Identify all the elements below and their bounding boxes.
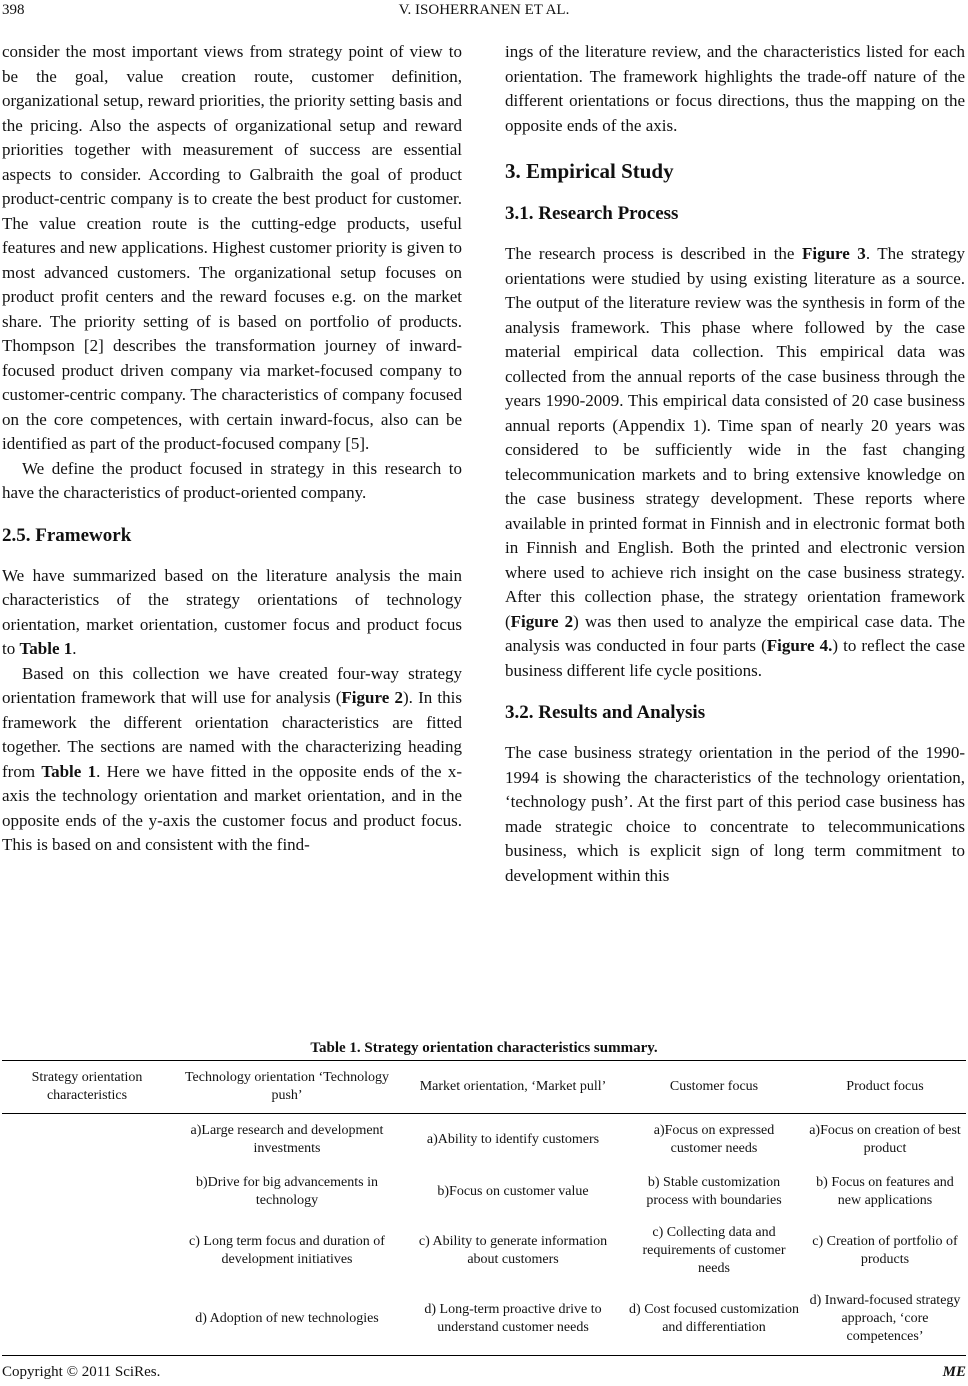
page-number: 398 xyxy=(2,2,25,18)
table-cell: d) Adoption of new technologies xyxy=(195,1311,379,1327)
section-heading-framework: 2.5. Framework xyxy=(2,524,132,546)
left-paragraph-2: We define the product focused in strategy in this research to have the characteristics of product-oriented company. xyxy=(2,458,462,502)
subsection-heading-results: 3.2. Results and Analysis xyxy=(505,702,706,723)
table-cell: a)Focus on creation of best product xyxy=(809,1122,961,1156)
table-header-cell: Customer focus xyxy=(669,1079,759,1094)
table-row xyxy=(2,1114,966,1166)
right-paragraph-1: ings of the literature review, and the characteristics listed for each orientation. The framework highlights the trade-off nature of the different orientations or focus directions, thus the mapping on the opposite ends of the axis. xyxy=(505,42,965,135)
table-header-cell: Strategy orientation characteristics xyxy=(31,1070,143,1103)
left-paragraph-1: consider the most important views from strategy point of view to be the goal, value creation route, customer definition, organizational setup, reward priorities, the priority setting basis and the pricing. Also the aspects of organizational setup and reward priorities together with measurement of success are essential aspects to consider. According to Galbraith the goal of product product-centric company is to create the best product for customer. The value creation route is the cutting-edge products, useful features and new applications. Highest customer priority is given to most advanced customers. The organizational setup focuses on product profit centers and the reward focuses e.g. on the market share. The priority setting of is based on portfolio of products. Thompson [2] describes the transformation journey of inward-focused product driven company via market-focused company to customer-centric company. The characteristics of company focused on the core competences, with certain inward-focus, also can be identified as part of the product-focused company [5]. xyxy=(2,42,462,453)
table-cell xyxy=(2,1166,172,1218)
table-cell: b)Drive for big advancements in technology xyxy=(196,1174,378,1208)
table-row xyxy=(2,1284,966,1356)
table-cell: a)Large research and development investments xyxy=(190,1122,384,1156)
right-column xyxy=(505,40,965,888)
table-header-cell: Technology orientation ‘Technology push’ xyxy=(184,1070,390,1103)
table-header-row xyxy=(2,1061,966,1114)
table-cell: a)Focus on expressed customer needs xyxy=(653,1122,775,1156)
table-cell: a)Ability to identify customers xyxy=(426,1131,600,1147)
table-caption: Table 1. Strategy orientation characteristics summary. xyxy=(310,1040,658,1056)
table-cell: b) Focus on features and new applications xyxy=(816,1174,954,1208)
table-cell: c) Collecting data and requirements of customer needs xyxy=(642,1224,786,1276)
table-cell: d) Cost focused customization and differentiation xyxy=(629,1302,799,1336)
table-cell xyxy=(2,1218,172,1284)
right-paragraph-3: The case business strategy orientation in the period of the 1990-1994 is showing the characteristics of the technology orientation, ‘technology push’. At the first part of this period case business has made strategic choice to concentrate to telecommunications business, which is explicit sign of long term commitment to development within this xyxy=(505,743,965,885)
table-cell xyxy=(2,1114,172,1166)
left-paragraph-3: We have summarized based on the literature analysis the main characteristics of the strategy orientations of technology orientation, market orientation, customer focus and product focus to Table 1. xyxy=(2,565,462,658)
table-cell: c) Long term focus and duration of development initiatives xyxy=(189,1233,385,1267)
table-header-cell: Market orientation, ‘Market pull’ xyxy=(419,1079,607,1094)
copyright-notice: Copyright © 2011 SciRes. xyxy=(2,1364,161,1380)
strategy-orientation-table xyxy=(2,1060,966,1356)
table-cell: c) Creation of portfolio of products xyxy=(812,1233,958,1267)
table-header-cell: Product focus xyxy=(846,1079,924,1094)
subsection-heading-research-process: 3.1. Research Process xyxy=(505,203,679,224)
left-column xyxy=(2,40,462,858)
running-head-authors: V. ISOHERRANEN ET AL. xyxy=(398,2,570,18)
page-header xyxy=(0,2,968,24)
right-paragraph-2: The research process is described in the Figure 3. The strategy orientations were studied by using existing literature as a source. The output of the literature review was the synthesis in form of the analysis framework. This phase where followed by the case material empirical data collection. This empirical data was collected from the annual reports of the case business through the years 1990-2009. This empirical data consisted of 20 case business annual reports (Appendix 1). Time span of nearly 20 years was considered to be sufficiently wide in the fast changing telecommunication markets and to bring extensive knowledge on the case business strategy development. These reports where available in printed format in Finnish and in electronic format both in Finnish and English. Both the printed and electronic version where used to achieve rich insight on the case business strategy. After this collection phase, the strategy orientation framework (Figure 2) was then used to analyze the empirical case data. The analysis was conducted in four parts (Figure 4.) to reflect the case business different life cycle positions. xyxy=(505,244,965,680)
section-heading-empirical-study: 3. Empirical Study xyxy=(505,159,674,183)
table-cell xyxy=(2,1284,172,1356)
journal-abbreviation: ME xyxy=(942,1364,966,1380)
table-cell: b)Focus on customer value xyxy=(437,1183,589,1199)
table-cell: b) Stable customization process with boundaries xyxy=(646,1174,782,1208)
table-row xyxy=(2,1166,966,1218)
table-row xyxy=(2,1218,966,1284)
left-paragraph-4: Based on this collection we have created four-way strategy orientation framework that will use for analysis (Figure 2). In this framework the different orientation characteristics are fitted together. The sections are named with the characterizing heading from Table 1. Here we have fitted in the opposite ends of the x-axis the technology orientation and market orientation, and in the opposite ends of the y-axis the customer focus and product focus. This is based on and consistent with the find- xyxy=(2,663,463,854)
table-cell: d) Inward-focused strategy approach, ‘core competences’ xyxy=(809,1293,961,1345)
table-cell: d) Long-term proactive drive to understand customer needs xyxy=(424,1302,602,1336)
table-cell: c) Ability to generate information about customers xyxy=(418,1233,608,1267)
